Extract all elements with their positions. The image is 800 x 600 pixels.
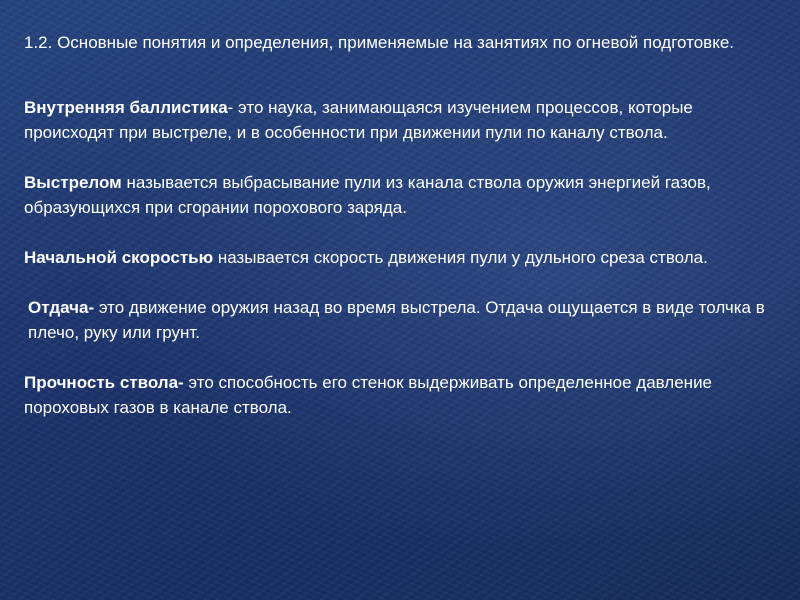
slide-title: 1.2. Основные понятия и определения, применяемые на занятиях по огневой подготовке. [24, 33, 735, 52]
definition-text: это способность его стенок выдерживать определенное давление пороховых газов в канале ствола. [24, 373, 713, 417]
term: Начальной скоростью [24, 248, 214, 267]
definition-internal-ballistics [24, 95, 776, 145]
term: Прочность ствола- [24, 373, 184, 392]
definition-recoil [24, 295, 776, 345]
definition-barrel-strength [24, 370, 776, 420]
definition-shot [24, 170, 776, 220]
term: Внутренняя баллистика [24, 98, 228, 117]
term: Отдача- [28, 298, 95, 317]
definition-text: это движение оружия назад во время выстрела. Отдача ощущается в виде толчка в плечо, руку или грунт. [28, 298, 765, 342]
definition-text: - это наука, занимающаяся изучением процессов, которые происходят при выстреле, и в особенности при движении пули по каналу ствола. [24, 98, 693, 142]
definition-initial-velocity [24, 245, 776, 270]
slide-content [24, 30, 776, 445]
term: Выстрелом [24, 173, 122, 192]
definition-text: называется скорость движения пули у дульного среза ствола. [213, 248, 708, 267]
definition-text: называется выбрасывание пули из канала ствола оружия энергией газов, образующихся при сгорании порохового заряда. [24, 173, 711, 217]
